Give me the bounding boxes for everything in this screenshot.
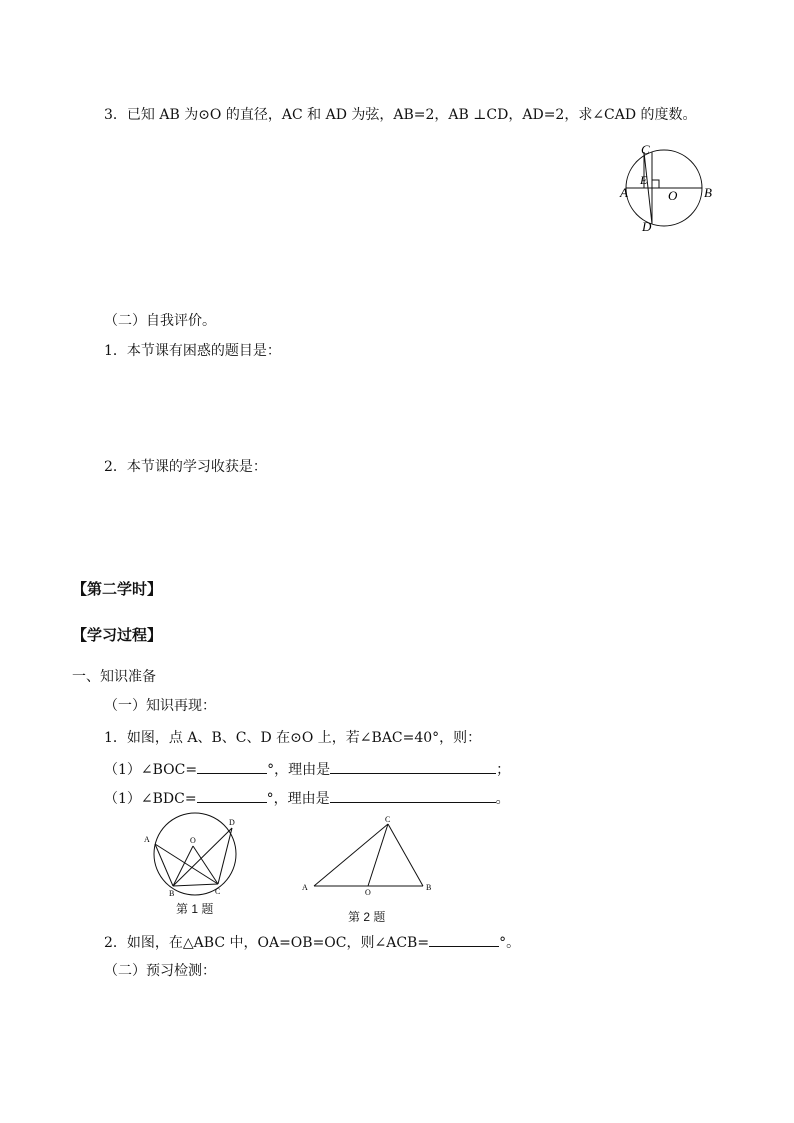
- fig1-label-o: O: [190, 836, 196, 845]
- q1a-angle-blank[interactable]: [197, 759, 267, 774]
- question-2-text: [104, 932, 520, 952]
- section-title-second-period: 【第二学时】: [72, 580, 163, 598]
- self-eval-heading: （二）自我评价。: [104, 313, 216, 329]
- fig3-label-o: O: [668, 188, 678, 203]
- fig3-label-e: E: [640, 173, 648, 187]
- fig3-label-d: D: [642, 219, 652, 234]
- q1b-reason-blank[interactable]: [330, 788, 496, 803]
- figure-1-circle-diagram: [140, 810, 250, 900]
- q2-end: °。: [499, 935, 521, 951]
- section-title-learning-process: 【学习过程】: [72, 626, 163, 644]
- q1b-middle: °，理由是: [266, 791, 330, 807]
- question-3-figure: [614, 138, 724, 238]
- q1a-middle: °，理由是: [267, 762, 331, 778]
- fig1-label-d: D: [229, 818, 235, 827]
- fig2-label-c: C: [385, 815, 391, 824]
- q1b-prefix: （1）∠BDC=: [104, 791, 197, 807]
- fig1-label-a: A: [144, 835, 150, 844]
- preview-check-heading: （二）预习检测：: [104, 963, 216, 979]
- q1a-end: ；: [496, 762, 511, 778]
- q1a-reason-blank[interactable]: [330, 759, 496, 774]
- fig2-label-o: O: [365, 888, 371, 897]
- question-1-part-b: [104, 788, 510, 808]
- figure-2-caption: 第 2 题: [348, 910, 386, 924]
- fig2-label-a: A: [302, 883, 308, 892]
- fig1-label-c: C: [215, 887, 221, 896]
- question-1-intro: 1．如图，点 A、B、C、D 在⊙O 上，若∠BAC=40°，则：: [104, 730, 482, 746]
- figure-1-caption: 第 1 题: [176, 902, 214, 916]
- fig1-label-b: B: [169, 889, 175, 898]
- question-3-text: 3．已知 AB 为⊙O 的直径，AC 和 AD 为弦，AB=2，AB ⊥CD，AD=2，求∠CAD 的度数。: [104, 107, 697, 123]
- knowledge-prep-heading: 一、知识准备: [72, 669, 156, 685]
- self-eval-item-1: 1．本节课有困惑的题目是：: [104, 343, 281, 359]
- q2-prefix: 2．如图，在△ABC 中，OA=OB=OC，则∠ACB=: [104, 935, 430, 951]
- q1b-angle-blank[interactable]: [197, 788, 267, 803]
- q2-angle-blank[interactable]: [429, 932, 499, 947]
- fig2-label-b: B: [426, 883, 432, 892]
- q1b-end: 。: [495, 791, 510, 807]
- fig3-label-a: A: [620, 185, 628, 200]
- fig3-label-b: B: [704, 185, 712, 200]
- question-1-part-a: [104, 759, 510, 779]
- self-eval-item-2: 2．本节课的学习收获是：: [104, 459, 267, 475]
- fig3-label-c: C: [641, 142, 650, 157]
- q1a-prefix: （1）∠BOC=: [104, 762, 198, 778]
- knowledge-recall-heading: （一）知识再现：: [104, 698, 216, 714]
- figure-2-triangle-diagram: [296, 812, 446, 902]
